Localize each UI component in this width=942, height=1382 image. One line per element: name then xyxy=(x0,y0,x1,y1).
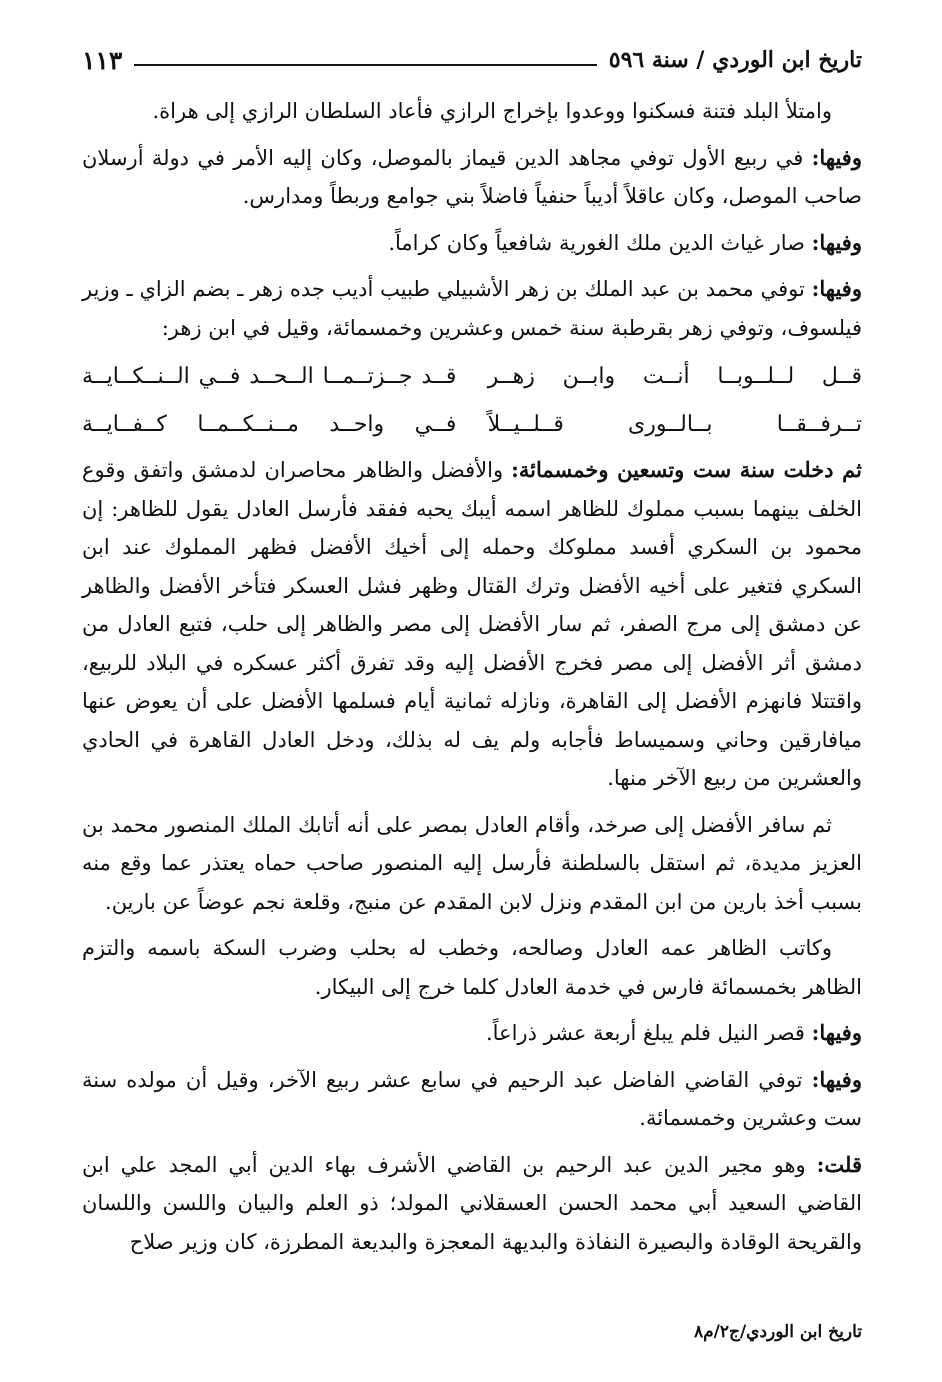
verse-second-hemistich: قــد جــزتــمــا الــحــد فــي الــنــكــايــة xyxy=(82,364,457,389)
running-header xyxy=(82,38,862,82)
paragraph-text: قصر النيل فلم يبلغ أربعة عشر ذراعاً. xyxy=(485,1021,805,1045)
paragraph xyxy=(82,1061,862,1138)
paragraph xyxy=(82,806,862,922)
paragraph-text: توفي القاضي الفاضل عبد الرحيم في سابع عشر ربيع الآخر، وقيل أن مولده سنة ست وعشرين وخمسمائة. xyxy=(82,1067,862,1130)
signature-mark: تاريخ ابن الوردي/ج٢/م٨ xyxy=(693,1322,862,1342)
poem xyxy=(82,355,862,447)
verse-line xyxy=(82,355,862,399)
paragraph-label: وفيها: xyxy=(811,144,862,170)
paragraph-text: وهو مجير الدين عبد الرحيم بن القاضي الأشرف بهاء الدين أبي المجد علي ابن القاضي السعيد أبي محمد الحسن العسقلاني المولد؛ ذو العلم والبيان واللسن واللسان والقريحة الوقادة والبصيرة النفاذة والبديهة المعجزة والبديعة المطرزة، كان وزير صلاح xyxy=(82,1152,862,1254)
paragraph-text: ثم سافر الأفضل إلى صرخد، وأقام العادل بمصر على أنه أتابك الملك المنصور محمد بن العزيز مديدة، ثم استقل بالسلطنة فأرسل إليه المنصور صاحب حماه يعتذر عما وقع منه بسبب أخذ بارين من ابن المقدم ونزل لابن المقدم عن منبج، وقلعة نجم عوضاً عن بارين. xyxy=(82,812,862,914)
paragraph xyxy=(82,1014,862,1053)
paragraph-label: ثم دخلت سنة ست وتسعين وخمسمائة: xyxy=(511,457,862,482)
page-number: ١١٣ xyxy=(82,45,123,75)
paragraph xyxy=(82,92,862,131)
verse-line xyxy=(82,403,862,447)
paragraph-label: وفيها: xyxy=(811,1066,862,1092)
paragraph-text: صار غياث الدين ملك الغورية شافعياً وكان كراماً. xyxy=(388,230,805,255)
verse-second-hemistich: فــي واحــد مــنــكــمــا كــفــايــة xyxy=(82,412,457,437)
verse-first-hemistich: تــرفــقــا بــالــورى قــلــيــلاً xyxy=(487,412,862,437)
paragraph-label: وفيها: xyxy=(811,229,862,255)
paragraph xyxy=(82,451,862,798)
paragraph xyxy=(82,224,862,263)
paragraph-text: والأفضل والظاهر محاصران لدمشق واتفق وقوع الخلف بينهما بسبب مملوك للظاهر اسمه أيبك يحبه ففقد فأرسل العادل يقول للظاهر: إن محمود بن السكري أفسد مملوكك وحمله إلى أخيك الأفضل فظهر المملوك عند ابن السكري فتغير على أخيه الأفضل وترك القتال وظهر فشل العسكر فتأخر الأفضل والظاهر عن دمشق إلى مرج الصفر، ثم سار الأفضل إلى مصر والظاهر إلى حلب، فتبع العادل من دمشق أثر الأفضل إلى مصر فخرج الأفضل إليه وقد تفرق أكثر عسكره في البلاد للربيع، واقتتلا فانهزم الأفضل إلى القاهرة، ونازله ثمانية أيام فسلمها الأفضل على أن يعوض عنها ميافارقين وحاني وسميساط فأجابه ولم يف له بذلك، ودخل العادل القاهرة في الحادي والعشرين من ربيع الآخر منها. xyxy=(82,458,862,790)
verse-first-hemistich: قــل لــلــوبــا أنــت وابــن زهــر xyxy=(487,364,862,389)
paragraph-text: توفي محمد بن عبد الملك بن زهر الأشبيلي طبيب أديب جده زهر ـ بضم الزاي ـ وزير فيلسوف، وتوفي زهر بقرطبة سنة خمس وعشرين وخمسمائة، وقيل في ابن زهر: xyxy=(82,277,862,340)
paragraph-text: في ربيع الأول توفي مجاهد الدين قيماز بالموصل، وكان إليه الأمر في دولة أرسلان صاحب الموصل، وكان عاقلاً أديباً حنفياً فاضلاً بني جوامع وربطاً ومدارس. xyxy=(82,145,862,208)
paragraph xyxy=(82,1146,862,1262)
paragraph xyxy=(82,270,862,347)
paragraph xyxy=(82,929,862,1006)
paragraph-label: وفيها: xyxy=(811,1020,862,1045)
paragraph xyxy=(82,139,862,216)
header-rule xyxy=(134,64,596,66)
paragraph-text: وكاتب الظاهر عمه العادل وصالحه، وخطب له بحلب وضرب السكة باسمه والتزم الظاهر بخمسمائة فارس في خدمة العادل كلما خرج إلى البيكار. xyxy=(82,936,862,999)
header-title: تاريخ ابن الوردي / سنة ٥٩٦ xyxy=(608,47,862,73)
paragraph-text: وامتلأ البلد فتنة فسكنوا ووعدوا بإخراج الرازي فأعاد السلطان الرازي إلى هراة. xyxy=(152,99,832,123)
paragraph-label: قلت: xyxy=(816,1151,862,1177)
paragraph-label: وفيها: xyxy=(811,276,862,301)
